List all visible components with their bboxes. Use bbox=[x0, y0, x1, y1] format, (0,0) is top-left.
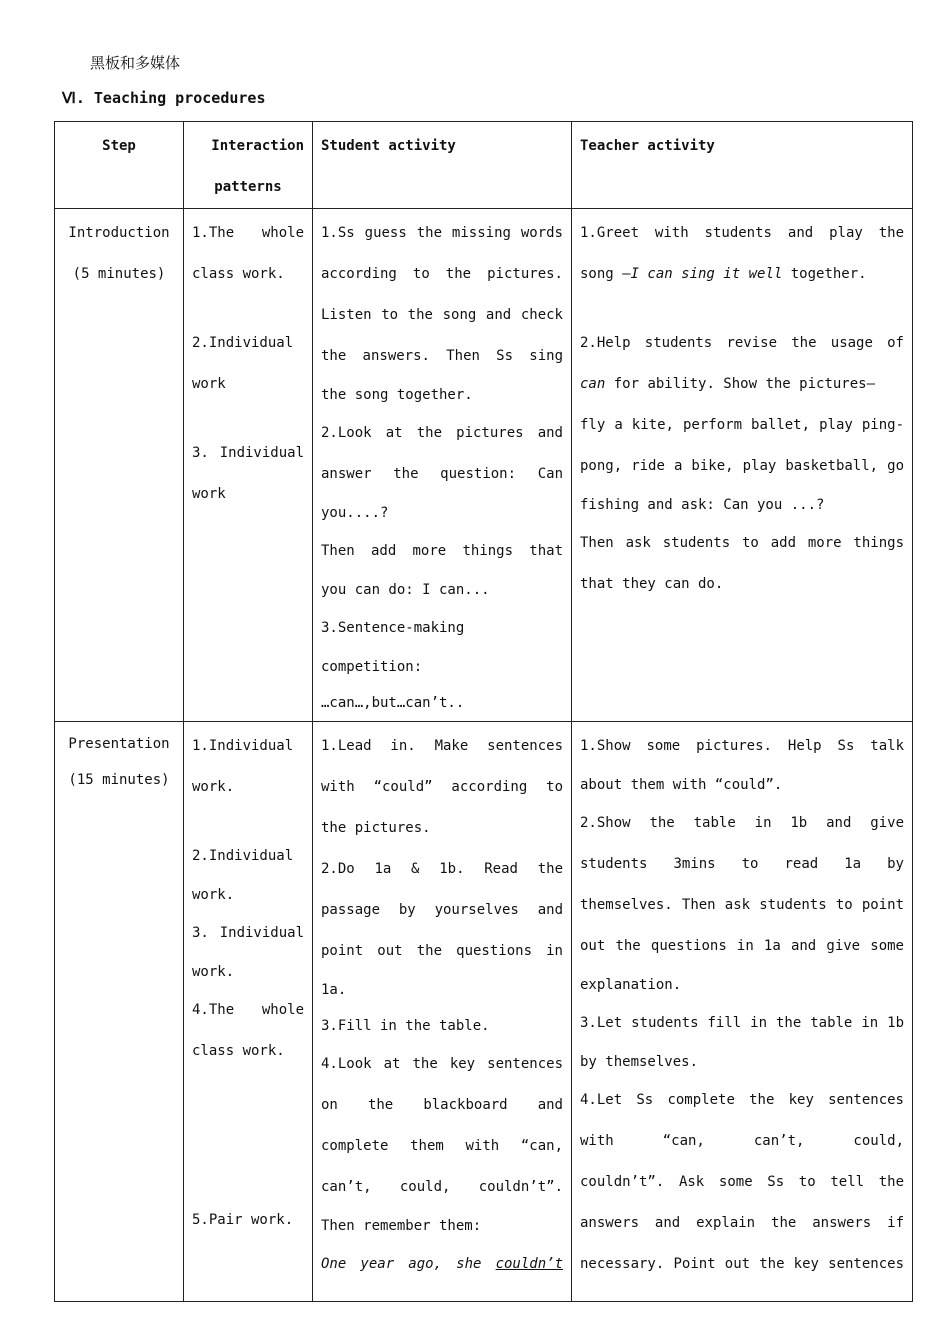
teacher-activity-presentation bbox=[572, 722, 913, 1302]
student-line: can’t, could, couldn’t”. bbox=[321, 1179, 563, 1195]
teacher-line: fly a kite, perform ballet, play ping- bbox=[580, 417, 904, 433]
table-header-row bbox=[55, 122, 913, 209]
teacher-line: Then ask students to add more things bbox=[580, 535, 904, 551]
teacher-line: by themselves. bbox=[580, 1054, 699, 1070]
can-word: can bbox=[580, 376, 606, 392]
pattern-line: work. bbox=[192, 887, 235, 903]
teacher-line: with “can, can’t, could, bbox=[580, 1133, 904, 1149]
teacher-line: 4.Let Ss complete the key sentences bbox=[580, 1092, 904, 1108]
teacher-line: can for ability. Show the pictures— bbox=[580, 376, 876, 392]
student-line: according to the pictures. bbox=[321, 266, 563, 282]
pattern-line: work bbox=[192, 486, 226, 502]
pattern-line: 1.The whole bbox=[192, 225, 304, 241]
teacher-line: answers and explain the answers if bbox=[580, 1215, 904, 1231]
header-interaction-line1: Interaction bbox=[211, 138, 304, 154]
teacher-activity-introduction bbox=[572, 209, 913, 722]
student-activity-introduction bbox=[313, 209, 572, 722]
student-line: point out the questions in bbox=[321, 943, 563, 959]
step-time: (15 minutes) bbox=[68, 772, 170, 788]
section-heading: Ⅵ. Teaching procedures bbox=[62, 89, 266, 107]
student-line: 1.Lead in. Make sentences bbox=[321, 738, 563, 754]
student-line: 1.Ss guess the missing words bbox=[321, 225, 563, 241]
student-line: passage by yourselves and bbox=[321, 902, 563, 918]
student-line: Then remember them: bbox=[321, 1218, 482, 1234]
pattern-line: work. bbox=[192, 779, 235, 795]
student-line: Then add more things that bbox=[321, 543, 563, 559]
pattern-line: 3. Individual bbox=[192, 445, 304, 461]
header-teacher-activity: Teacher activity bbox=[572, 122, 913, 209]
header-student-activity: Student activity bbox=[313, 122, 572, 209]
pattern-line: 1.Individual bbox=[192, 738, 294, 754]
table-row-presentation bbox=[55, 722, 913, 1302]
student-line: complete them with “can, bbox=[321, 1138, 563, 1154]
student-line: 3.Fill in the table. bbox=[321, 1018, 490, 1034]
song-title: I can sing it well bbox=[630, 266, 783, 282]
step-presentation bbox=[55, 722, 184, 1302]
teacher-line: song —I can sing it well together. bbox=[580, 266, 867, 282]
pattern-line: 2.Individual bbox=[192, 335, 294, 351]
teacher-line: 1.Greet with students and play the bbox=[580, 225, 904, 241]
teaching-procedures-table bbox=[54, 121, 913, 1302]
student-line: the answers. Then Ss sing bbox=[321, 348, 563, 364]
student-line: 1a. bbox=[321, 982, 347, 998]
pattern-line: 5.Pair work. bbox=[192, 1212, 294, 1228]
patterns-presentation bbox=[184, 722, 313, 1302]
intro-line: 黑板和多媒体 bbox=[90, 54, 181, 72]
pattern-line: 4.The whole bbox=[192, 1002, 304, 1018]
teacher-line: 3.Let students fill in the table in 1b bbox=[580, 1015, 904, 1031]
pattern-line: class work. bbox=[192, 266, 285, 282]
teacher-line: necessary. Point out the key sentences bbox=[580, 1256, 904, 1272]
student-line: the pictures. bbox=[321, 820, 431, 836]
pattern-line: class work. bbox=[192, 1043, 285, 1059]
teacher-line: pong, ride a bike, play basketball, go bbox=[580, 458, 904, 474]
step-name: Introduction bbox=[68, 225, 170, 241]
student-line: answer the question: Can bbox=[321, 466, 563, 482]
header-interaction-patterns bbox=[184, 122, 313, 209]
teacher-line: fishing and ask: Can you ...? bbox=[580, 497, 825, 513]
teacher-line: couldn’t”. Ask some Ss to tell the bbox=[580, 1174, 904, 1190]
step-introduction bbox=[55, 209, 184, 722]
teacher-line: that they can do. bbox=[580, 576, 724, 592]
student-line: 2.Look at the pictures and bbox=[321, 425, 563, 441]
student-line: 2.Do 1a & 1b. Read the bbox=[321, 861, 563, 877]
student-line: 3.Sentence-making bbox=[321, 620, 465, 636]
student-line: Listen to the song and check bbox=[321, 307, 563, 323]
table-row-introduction bbox=[55, 209, 913, 722]
underlined-word: couldn’t bbox=[495, 1256, 563, 1272]
student-line: you....? bbox=[321, 505, 389, 521]
teacher-line: 2.Show the table in 1b and give bbox=[580, 815, 904, 831]
student-line: competition: bbox=[321, 659, 423, 675]
header-interaction-line2: patterns bbox=[214, 179, 282, 195]
pattern-line: 2.Individual bbox=[192, 848, 294, 864]
pattern-line: work. bbox=[192, 964, 235, 980]
pattern-line: 3. Individual bbox=[192, 925, 304, 941]
student-line: you can do: I can... bbox=[321, 582, 490, 598]
student-activity-presentation bbox=[313, 722, 572, 1302]
teacher-line: 2.Help students revise the usage of bbox=[580, 335, 904, 351]
student-line: …can…,but…can’t.. bbox=[321, 695, 465, 711]
header-step: Step bbox=[55, 122, 184, 209]
patterns-introduction bbox=[184, 209, 313, 722]
student-line: One year ago, she couldn’t bbox=[321, 1256, 563, 1272]
step-time: (5 minutes) bbox=[72, 266, 166, 282]
teacher-line: 1.Show some pictures. Help Ss talk bbox=[580, 738, 904, 754]
teacher-line: students 3mins to read 1a by bbox=[580, 856, 904, 872]
teacher-line: about them with “could”. bbox=[580, 777, 783, 793]
student-line: on the blackboard and bbox=[321, 1097, 563, 1113]
pattern-line: work bbox=[192, 376, 226, 392]
student-line: 4.Look at the key sentences bbox=[321, 1056, 563, 1072]
step-name: Presentation bbox=[68, 736, 170, 752]
teacher-line: out the questions in 1a and give some bbox=[580, 938, 904, 954]
student-line: the song together. bbox=[321, 387, 473, 403]
teacher-line: themselves. Then ask students to point bbox=[580, 897, 904, 913]
teacher-line: explanation. bbox=[580, 977, 682, 993]
student-line: with “could” according to bbox=[321, 779, 563, 795]
